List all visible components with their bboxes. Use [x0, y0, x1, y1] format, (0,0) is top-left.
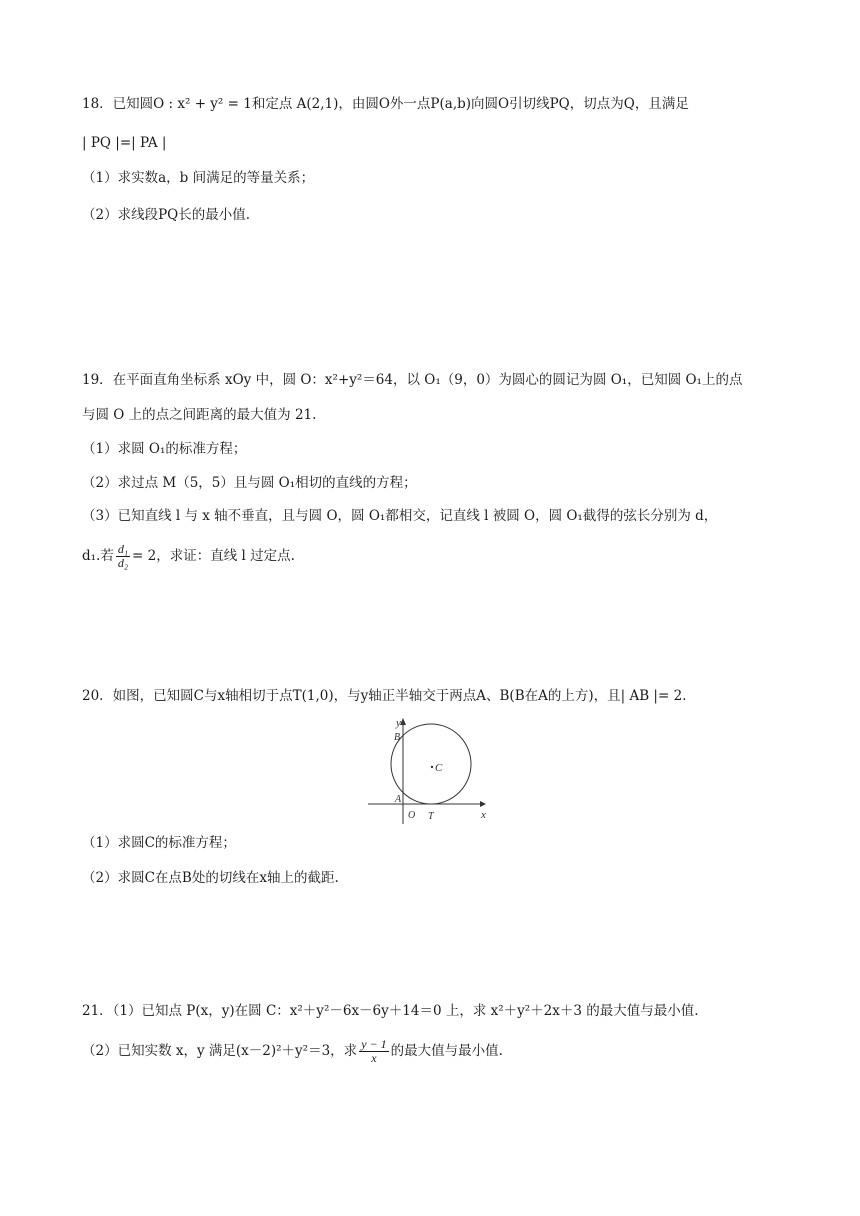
q20-stem: 20．如图，已知圆C与x轴相切于点T(1,0)，与y轴正半轴交于两点A、B(B在A的上方)，且| AB |= 2.: [82, 688, 687, 704]
q18-part2: （2）求线段PQ长的最小值.: [82, 207, 251, 223]
q19-stem-line1: 19．在平面直角坐标系 xOy 中，圆 O：x²+y²＝64，以 O₁（9，0）为圆心的圆记为圆 O₁，已知圆 O₁上的点: [82, 372, 743, 388]
q19-part2: （2）求过点 M（5，5）且与圆 O₁相切的直线的方程；: [82, 475, 417, 491]
q19-part1: （1）求圆 O₁的标准方程；: [82, 441, 247, 457]
q21-part2-line: [82, 1036, 503, 1066]
q19-fraction-numerator: d₁: [117, 542, 129, 556]
q21-part2-pre: （2）已知实数 x，y 满足(x－2)²＋y²＝3，求: [82, 1043, 358, 1059]
figure-y-arrow: [400, 718, 406, 725]
figure-center-point: [431, 766, 433, 768]
q19-fraction-denominator: d₂: [117, 556, 129, 570]
figure-label-x: x: [481, 809, 486, 821]
q19-part3: （3）已知直线 l 与 x 轴不垂直，且与圆 O，圆 O₁都相交，记直线 l 被圆 O，圆 O₁截得的弦长分别为 d，: [82, 508, 718, 524]
q19-fraction: [116, 543, 130, 570]
q21-part2-post: 的最大值与最小值.: [390, 1043, 503, 1059]
q20-part2: （2）求圆C在点B处的切线在x轴上的截距.: [82, 870, 339, 886]
q19-part3-post: = 2，求证：直线 l 过定点.: [132, 548, 295, 564]
figure-label-b: B: [394, 732, 401, 743]
q21-fraction-denominator: x: [371, 1051, 377, 1065]
figure-x-arrow: [480, 801, 486, 807]
q18-part1: （1）求实数a，b 间满足的等量关系；: [82, 170, 315, 186]
q19-part3-pre: d₁.若: [82, 548, 114, 564]
q20-part1: （1）求圆C的标准方程；: [82, 835, 236, 851]
figure-label-y: y: [396, 717, 401, 729]
q21-fraction: [359, 1038, 388, 1065]
q19-part3-line2: [82, 541, 295, 571]
q18-stem-line2: | PQ |=| PA |: [82, 135, 167, 151]
figure-label-o: O: [408, 810, 416, 821]
q21-fraction-numerator: y − 1: [361, 1037, 387, 1051]
q20-figure: [368, 712, 492, 824]
figure-label-c: C: [435, 762, 443, 774]
q18-stem-line1: 18．已知圆O : x² + y² = 1和定点 A(2,1)，由圆O外一点P(a,b)向圆O引切线PQ，切点为Q，且满足: [82, 96, 689, 112]
figure-label-a: A: [395, 794, 402, 805]
figure-label-t: T: [428, 811, 434, 822]
q19-stem-line2: 与圆 O 上的点之间距离的最大值为 21.: [82, 407, 317, 423]
q21-part1: 21．（1）已知点 P(x，y)在圆 C：x²＋y²－6x－6y＋14＝0 上，求 x²＋y²＋2x＋3 的最大值与最小值.: [82, 1003, 699, 1019]
